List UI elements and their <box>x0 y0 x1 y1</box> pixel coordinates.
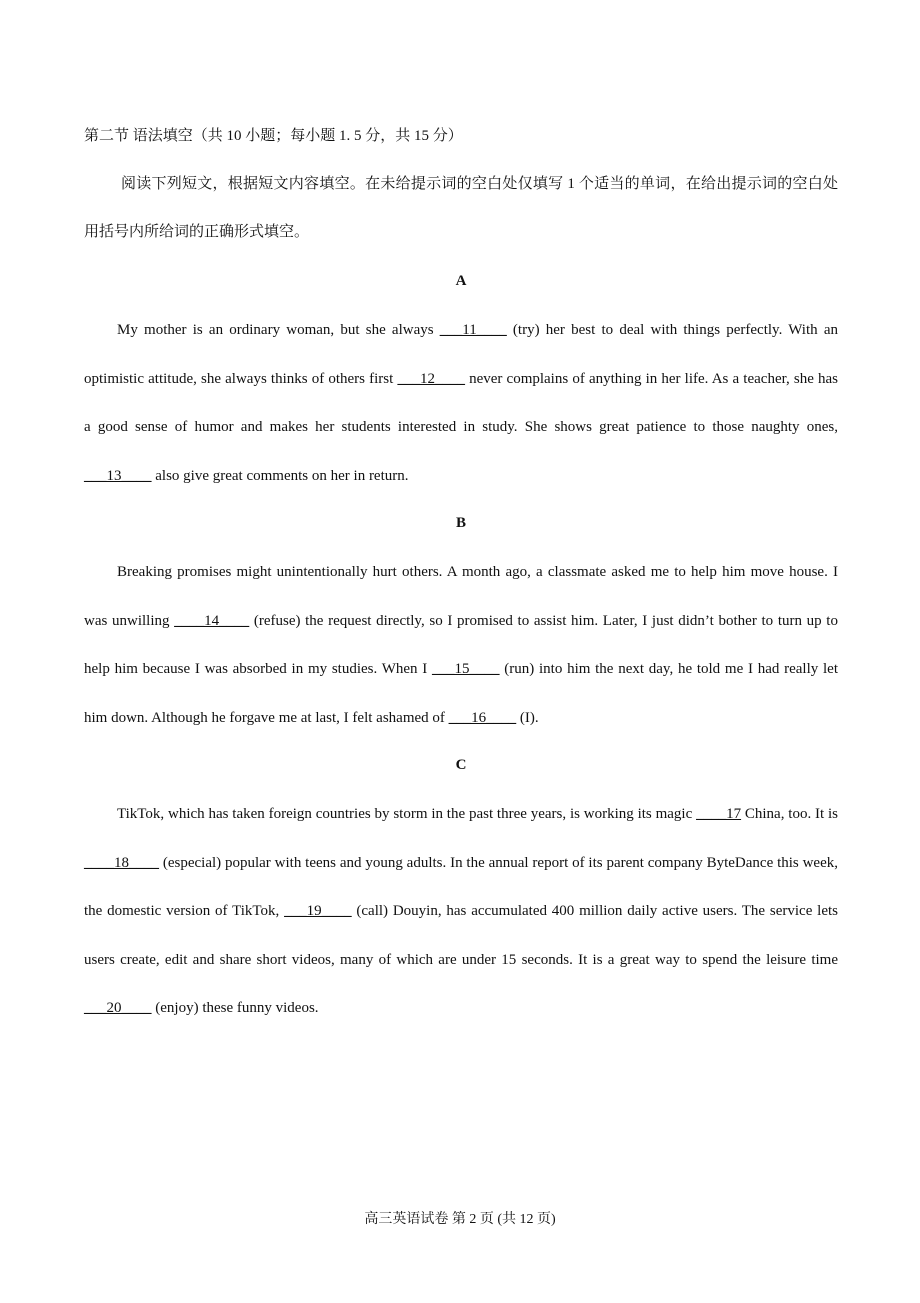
blank-14[interactable]: ____14____ <box>174 612 250 629</box>
passage-a-heading: A <box>455 273 467 289</box>
passage-text: TikTok, which has taken foreign countries by storm in the past three years, is working its magic <box>117 806 697 822</box>
passage-b-heading: B <box>455 515 466 531</box>
blank-18[interactable]: ____18____ <box>84 854 159 871</box>
blank-16[interactable]: ___16____ <box>448 709 517 726</box>
passage-b-text <box>84 548 838 742</box>
blank-20[interactable]: ___20____ <box>84 1000 152 1016</box>
instructions <box>84 160 838 256</box>
passage-text: (enjoy) these funny videos. <box>151 1000 319 1016</box>
passage-text: (refuse) the request directly, so I promised to assist him. Later, I just didn’t bother to turn up to help him because I was absorbed in my studies. When I <box>84 612 838 677</box>
passage-c-text <box>84 790 838 1033</box>
passage-text: also give great comments on her in return. <box>151 467 409 484</box>
passage-text: My mother is an ordinary woman, but she always <box>117 322 440 338</box>
page-footer: 高三英语试卷 第 2 页 (共 12 页) <box>364 1212 556 1227</box>
instructions-text: 阅读下列短文，根据短文内容填空。在未给提示词的空白处仅填写 1 个适当的单词，在给出提示词的空白处用括号内所给词的正确形式填空。 <box>84 176 838 240</box>
passage-text: (call) Douyin, has accumulated 400 million daily active users. The service lets users create, edit and share short videos, many of which are under 15 seconds. It is a great way to spend the leisure time <box>84 903 839 968</box>
passage-text: China, too. It is <box>741 806 839 822</box>
passage-text: (try) her best to deal with things perfectly. With an optimistic attitude, she always thinks of others first <box>84 322 838 387</box>
passage-text: Breaking promises might unintentionally hurt others. A month ago, a classmate asked me to help him move house. I was unwilling <box>84 564 838 629</box>
blank-17[interactable]: ____17 <box>696 806 742 822</box>
blank-13[interactable]: ___13____ <box>84 467 152 484</box>
blank-19[interactable]: ___19____ <box>284 903 352 919</box>
blank-15[interactable]: ___15____ <box>432 661 500 677</box>
passage-c-heading: C <box>455 757 467 773</box>
blank-12[interactable]: ___12____ <box>397 370 465 387</box>
section-title: 第二节 语法填空（共 10 小题；每小题 1. 5 分，共 15 分） <box>84 128 463 144</box>
passage-text: never complains of anything in her life. As a teacher, she has a good sense of humor and makes her students interested in study. She shows great patience to those naughty ones, <box>84 370 839 435</box>
passage-text: (I). <box>516 709 539 726</box>
blank-11[interactable]: ___11____ <box>439 322 507 338</box>
passage-a-text <box>84 306 838 500</box>
passage-text: (run) into him the next day, he told me I had really let him down. Although he forgave me at last, I felt ashamed of <box>84 661 838 726</box>
passage-text: (especial) popular with teens and young adults. In the annual report of its parent company ByteDance this week, the domestic version of TikTok, <box>84 854 838 919</box>
